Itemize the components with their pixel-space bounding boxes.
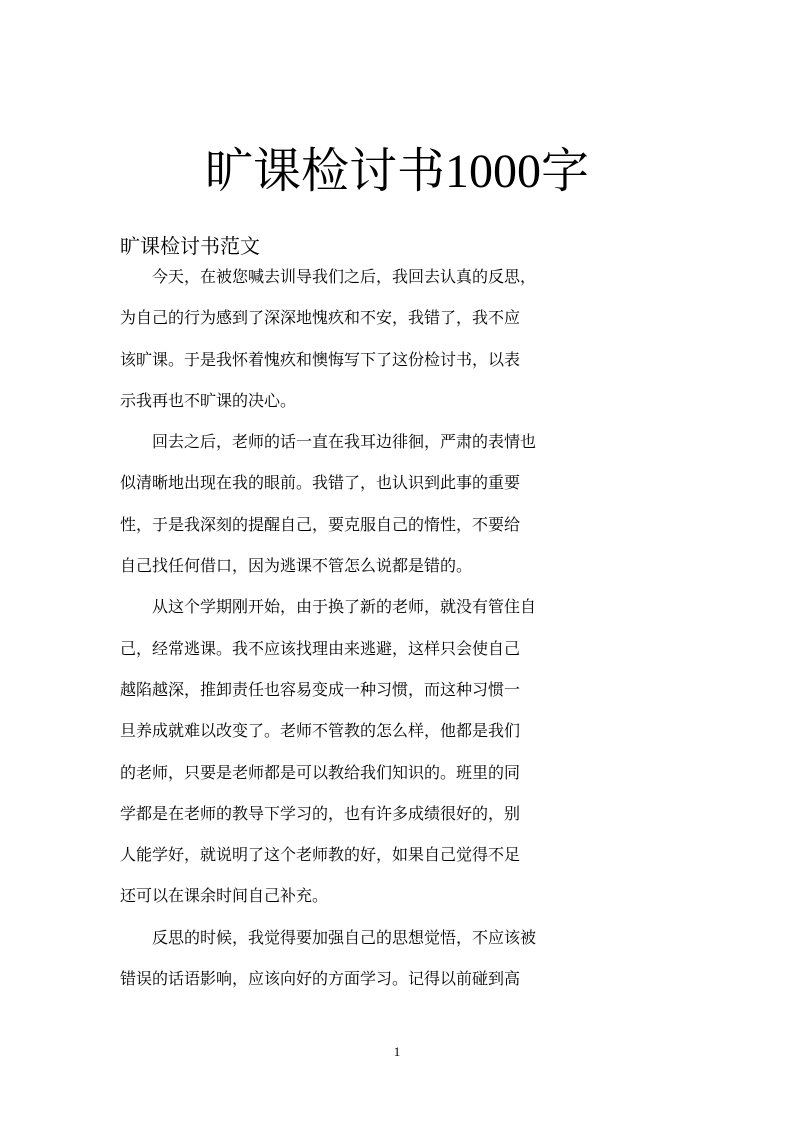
document-subtitle: 旷课检讨书范文 (120, 234, 260, 258)
text-line: 该旷课。于是我怀着愧疚和懊悔写下了这份检讨书，以表 (120, 349, 521, 369)
text-line: 的老师，只要是老师都是可以教给我们知识的。班里的同 (120, 762, 521, 782)
text-line: 己，经常逃课。我不应该找理由来逃避，这样只会使自己 (120, 638, 521, 658)
text-line: 回去之后，老师的话一直在我耳边徘徊，严肃的表情也 (120, 432, 537, 452)
document-title: 旷课检讨书1000字 (204, 145, 589, 198)
text-line: 还可以在课余时间自己补充。 (120, 886, 329, 906)
text-line: 性，于是我深刻的提醒自己，要克服自己的惰性，不要给 (120, 514, 521, 534)
text-line: 旦养成就难以改变了。老师不管教的怎么样，他都是我们 (120, 721, 521, 741)
text-line: 自己找任何借口，因为逃课不管怎么说都是错的。 (120, 556, 473, 576)
paragraph-4 (120, 925, 662, 1008)
text-line: 从这个学期刚开始，由于换了新的老师，就没有管住自 (120, 597, 537, 617)
text-line: 人能学好，就说明了这个老师教的好，如果自己觉得不足 (120, 845, 521, 865)
text-line: 示我再也不旷课的决心。 (120, 390, 297, 410)
text-line: 似清晰地出现在我的眼前。我错了，也认识到此事的重要 (120, 473, 521, 493)
text-line: 学都是在老师的教导下学习的，也有许多成绩很好的，别 (120, 803, 521, 823)
paragraph-2 (120, 429, 662, 594)
text-line: 今天，在被您喊去训导我们之后，我回去认真的反思， (120, 267, 537, 286)
document-body (120, 228, 662, 1007)
text-line: 反思的时候，我觉得要加强自己的思想觉悟，不应该被 (120, 927, 537, 947)
text-line: 错误的话语影响，应该向好的方面学习。记得以前碰到高 (120, 969, 521, 989)
text-line: 为自己的行为感到了深深地愧疚和不安，我错了，我不应 (120, 308, 521, 328)
paragraph-1 (120, 264, 662, 429)
text-line: 越陷越深，推卸责任也容易变成一种习惯，而这种习惯一 (120, 679, 521, 699)
paragraph-3 (120, 594, 662, 924)
page-number: 1 (393, 1044, 401, 1059)
